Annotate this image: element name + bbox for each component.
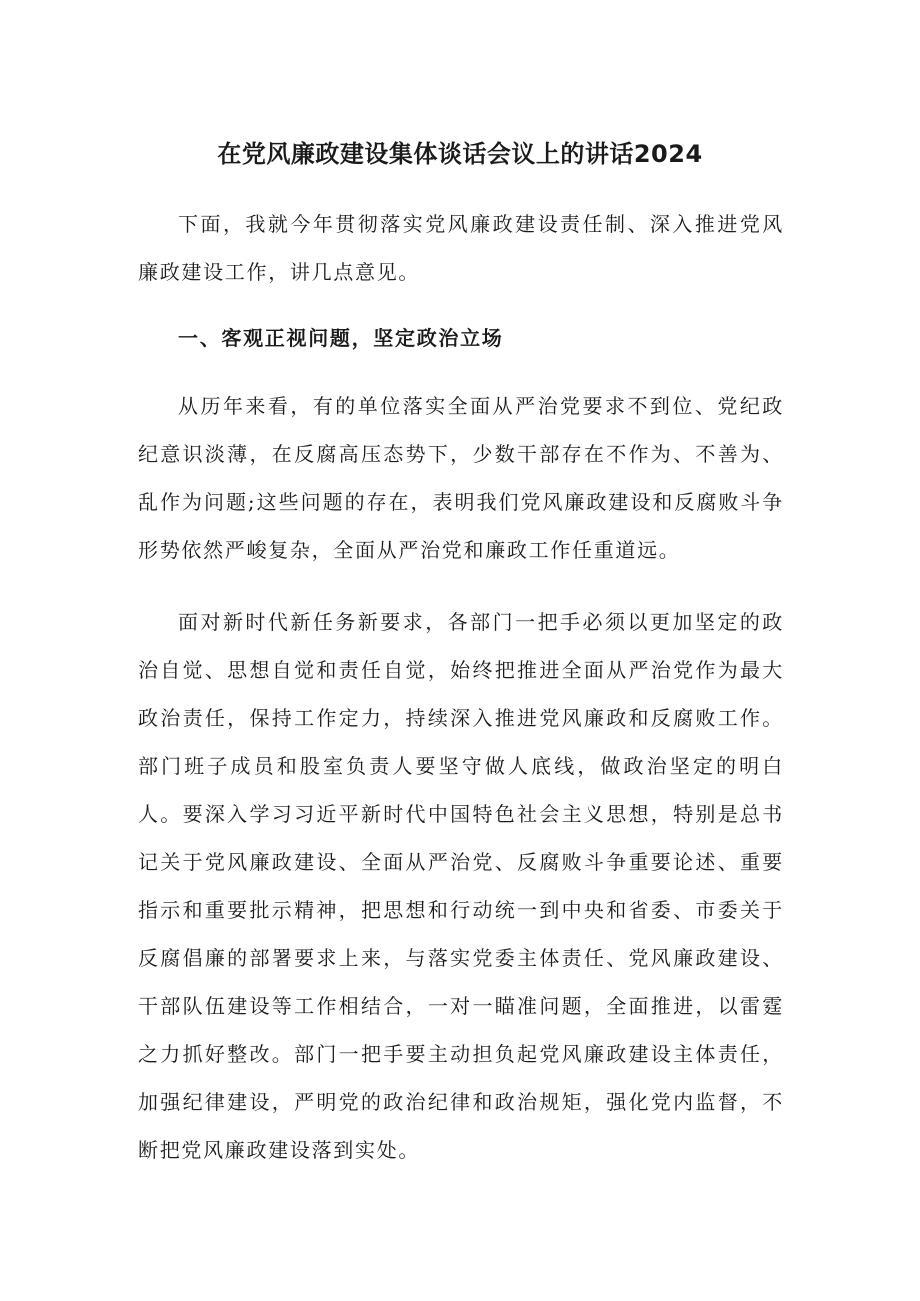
body-paragraph-2: 面对新时代新任务新要求，各部门一把手必须以更加坚定的政治自觉、思想自觉和责任自觉，始终把推进全面从严治党作为最大政治责任，保持工作定力，持续深入推进党风廉政和反腐败工作。部门班子成员和股室负责人要坚守做人底线，做政治坚定的明白人。要深入学习习近平新时代中国特色社会主义思想，特别是总书记关于党风廉政建设、全面从严治党、反腐败斗争重要论述、重要指示和重要批示精神，把思想和行动统一到中央和省委、市委关于反腐倡廉的部署要求上来，与落实党委主体责任、党风廉政建设、干部队伍建设等工作相结合，一对一瞄准问题，全面推进，以雷霆之力抓好整改。部门一把手要主动担负起党风廉政建设主体责任，加强纪律建设，严明党的政治纪律和政治规矩，强化党内监督，不断把党风廉政建设落到实处。: [138, 610, 784, 1162]
section-heading-1: 一、客观正视问题，坚定政治立场: [178, 326, 504, 350]
intro-paragraph: 下面，我就今年贯彻落实党风廉政建设责任制、深入推进党风廉政建设工作，讲几点意见。: [138, 212, 784, 284]
document-title: 在党风廉政建设集体谈话会议上的讲话2024: [217, 140, 703, 168]
body-paragraph-1: 从历年来看，有的单位落实全面从严治党要求不到位、党纪政纪意识淡薄，在反腐高压态势下，少数干部存在不作为、不善为、乱作为问题;这些问题的存在，表明我们党风廉政建设和反腐败斗争形势依然严峻复杂，全面从严治党和廉政工作任重道远。: [138, 394, 784, 562]
